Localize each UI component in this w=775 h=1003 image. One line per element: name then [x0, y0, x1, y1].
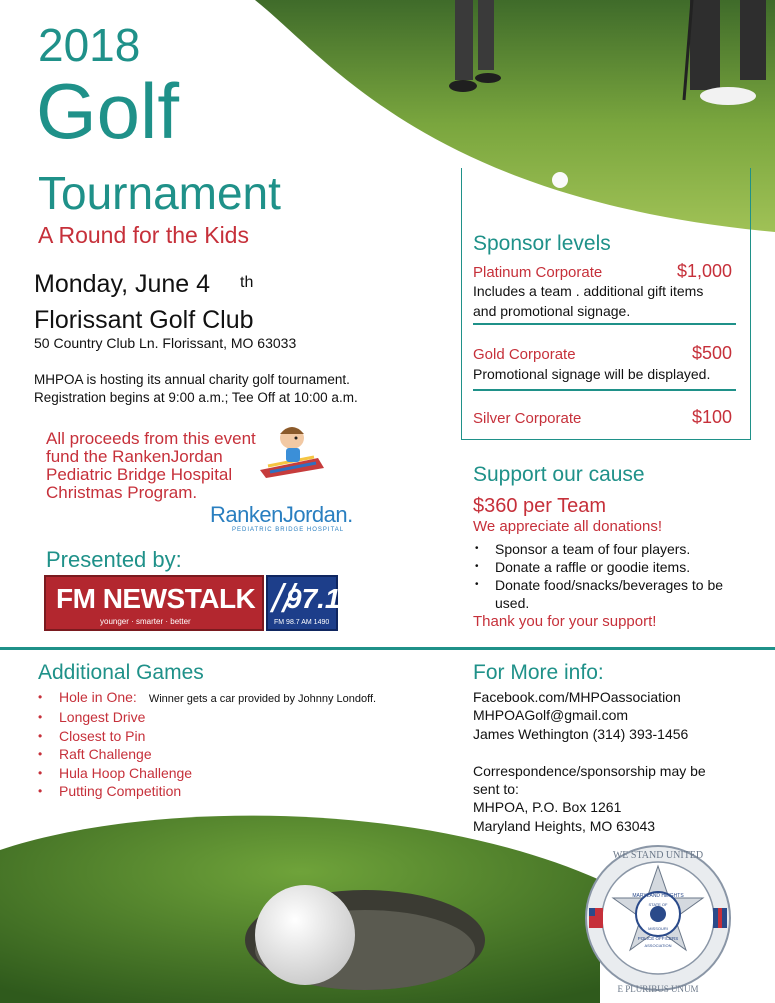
game-label: Putting Competition	[59, 783, 182, 800]
golf-ball-hole-photo	[0, 800, 600, 1003]
title-tournament: Tournament	[38, 167, 281, 219]
appreciate-text: We appreciate all donations!	[473, 518, 663, 535]
list-item	[38, 745, 438, 763]
seal-inner-text: MISSOURI	[648, 926, 668, 931]
event-address: 50 Country Club Ln. Florissant, MO 63033	[34, 335, 297, 351]
event-date-suffix: th	[240, 274, 254, 291]
fm-971-number: 97.1	[286, 583, 341, 614]
proceeds-text: All proceeds from this event fund the RankenJordan Pediatric Bridge Hospital Christmas Program.	[46, 429, 256, 502]
game-label: Raft Challenge	[59, 746, 152, 763]
sponsor-level-price: $1,000	[676, 261, 732, 281]
sponsor-level-price: $100	[691, 407, 732, 427]
seal-bottom-text: E PLURIBUS UNUM	[617, 984, 699, 994]
fm-971-slash-icon: //	[272, 577, 295, 621]
list-item: • Donate a raffle or goodie items.	[473, 558, 753, 576]
sponsor-level-desc: Promotional signage will be displayed.	[473, 366, 711, 382]
sponsor-heading: Sponsor levels	[473, 232, 611, 255]
spacer	[473, 743, 763, 761]
police-association-seal	[583, 838, 733, 998]
email-link[interactable]: MHPOAGolf@gmail.com	[473, 707, 629, 724]
fm-newstalk-logo	[44, 575, 264, 631]
list-item: • Sponsor a team of four players.	[473, 540, 753, 558]
list-item	[38, 688, 438, 708]
list-item: • Donate food/snacks/beverages to be used.	[473, 576, 753, 612]
intro-line: Registration begins at 9:00 a.m.; Tee Off at 10:00 a.m.	[34, 390, 358, 405]
event-date: Monday, June 4	[34, 270, 211, 298]
seal-inner-text: POLICE OFFICERS	[637, 936, 679, 941]
subtitle: A Round for the Kids	[38, 222, 249, 248]
child-sled-illustration	[258, 420, 328, 480]
support-heading: Support our cause	[473, 463, 645, 486]
sponsor-level-name: Silver Corporate	[473, 410, 582, 427]
mailing-address: Maryland Heights, MO 63043	[473, 817, 656, 834]
section-divider	[0, 647, 775, 650]
fm-newstalk-tagline: younger · smarter · better	[100, 617, 191, 626]
game-label: Closest to Pin	[59, 727, 146, 744]
fm-971-logo	[266, 575, 341, 631]
presented-by-label: Presented by:	[46, 547, 182, 572]
mailing-address: MHPOA, P.O. Box 1261	[473, 799, 622, 816]
list-item	[38, 727, 438, 745]
seal-inner-text: MARYLAND HEIGHTS	[632, 893, 684, 899]
seal-top-text: WE STAND UNITED	[612, 850, 704, 861]
intro-line: MHPOA is hosting its annual charity golf tournament.	[34, 372, 350, 387]
sponsor-level-price: $500	[691, 343, 732, 363]
team-price: $360 per Team	[473, 495, 607, 517]
title-year: 2018	[38, 19, 141, 71]
sponsor-level-desc: Includes a team . additional gift items	[473, 283, 704, 299]
game-label: Longest Drive	[59, 709, 146, 726]
game-label: Hole in One:	[59, 689, 137, 705]
list-item	[38, 782, 438, 800]
games-heading: Additional Games	[38, 661, 204, 684]
sponsor-level-desc: and promotional signage.	[473, 303, 631, 319]
list-item	[38, 708, 438, 726]
sponsor-level-name: Gold Corporate	[473, 346, 576, 363]
title-golf: Golf	[36, 67, 180, 155]
seal-inner-text: STATE OF	[648, 902, 668, 907]
sponsor-level-name: Platinum Corporate	[473, 264, 603, 281]
info-heading: For More info:	[473, 661, 604, 684]
fm-971-subtext: FM 98.7 AM 1490	[274, 619, 330, 626]
contact-phone: James Wethington (314) 393-1456	[473, 725, 689, 742]
sponsor-divider	[473, 389, 736, 391]
fm-newstalk-text: FM NEWSTALK	[56, 583, 256, 614]
rankenjordan-logo: RankenJordan.	[210, 502, 353, 527]
game-note: Winner gets a car provided by Johnny Londoff.	[148, 693, 377, 705]
thank-you-text: Thank you for your support!	[473, 613, 657, 630]
facebook-link[interactable]: Facebook.com/MHPOassociation	[473, 689, 681, 705]
event-venue: Florissant Golf Club	[34, 306, 254, 334]
list-item	[38, 764, 438, 782]
rankenjordan-logo-subtext: PEDIATRIC BRIDGE HOSPITAL	[232, 527, 345, 533]
correspondence-text: sent to:	[473, 781, 519, 798]
support-list	[473, 540, 753, 612]
game-label: Hula Hoop Challenge	[59, 764, 193, 781]
correspondence-text: Correspondence/sponsorship may be	[473, 762, 706, 779]
event-intro	[34, 371, 404, 407]
games-list	[38, 688, 438, 800]
sponsor-divider	[473, 323, 736, 325]
seal-inner-text: ASSOCIATION	[644, 943, 672, 948]
